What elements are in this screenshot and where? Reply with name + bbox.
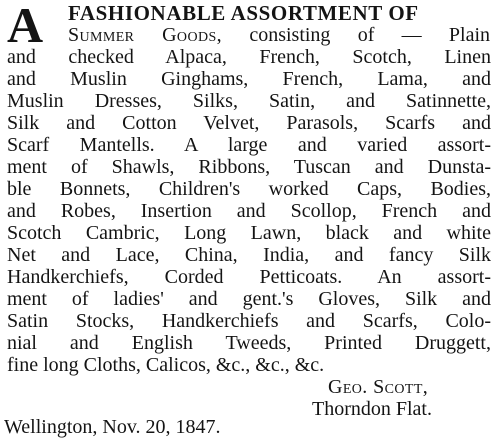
- consisting-text: consisting of — Plain: [249, 24, 490, 46]
- drop-cap: A: [7, 0, 44, 53]
- signature-name: Geo. Scott,: [328, 376, 429, 398]
- advert-line: Muslin Dresses, Silks, Satin, and Satinnette,: [7, 90, 491, 112]
- headline: [68, 2, 490, 25]
- advert-line: Handkerchiefs, Corded Petticoats. An assort-: [7, 266, 491, 288]
- signature-place: Thorndon Flat.: [312, 398, 432, 420]
- advert-line: Net and Lace, China, India, and fancy Silk: [7, 244, 491, 266]
- summer-goods-text: Summer Goods,: [68, 24, 223, 46]
- advert-line: and Robes, Insertion and Scollop, French and: [7, 200, 491, 222]
- advert-line: nial and English Tweeds, Printed Druggett,: [7, 332, 491, 354]
- headline-text: FASHIONABLE ASSORTMENT OF: [68, 1, 419, 25]
- advert-line: ment of ladies' and gent.'s Gloves, Silk and: [7, 288, 491, 310]
- advert-line: Silk and Cotton Velvet, Parasols, Scarfs and: [7, 112, 491, 134]
- advert-line: Scotch Cambric, Long Lawn, black and white: [7, 222, 491, 244]
- dateline: Wellington, Nov. 20, 1847.: [4, 416, 221, 438]
- advert-line: Scarf Mantells. A large and varied assort-: [7, 134, 491, 156]
- advert-line: and checked Alpaca, French, Scotch, Linen: [7, 46, 491, 68]
- advert-line: Satin Stocks, Handkerchiefs and Scarfs, Colo-: [7, 310, 491, 332]
- advert-line: fine long Cloths, Calicos, &c., &c., &c.: [7, 354, 325, 376]
- advert-line: ment of Shawls, Ribbons, Tuscan and Dunsta-: [7, 156, 491, 178]
- advert-line-2: [68, 24, 490, 46]
- advert-line: ble Bonnets, Children's worked Caps, Bodies,: [7, 178, 491, 200]
- advert-line: and Muslin Ginghams, French, Lama, and: [7, 68, 491, 90]
